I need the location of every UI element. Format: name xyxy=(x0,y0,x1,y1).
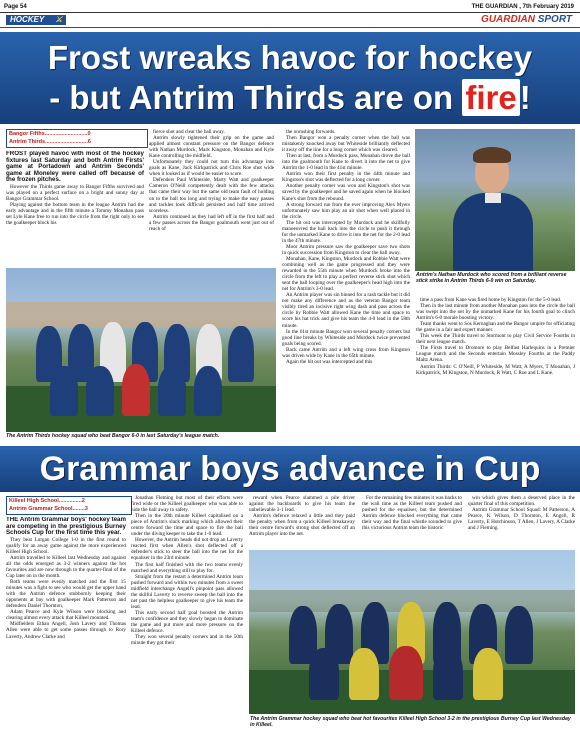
player-figure xyxy=(158,366,186,416)
player-figure xyxy=(433,648,463,700)
goalkeeper-figure xyxy=(389,646,423,700)
header-rule xyxy=(0,12,580,13)
player-shirt xyxy=(453,193,533,271)
story2-headline-band xyxy=(0,446,580,492)
goalkeeper-figure xyxy=(122,364,150,416)
player-hair xyxy=(473,147,511,163)
story2-headline: Grammar boys advance in Cup xyxy=(39,450,541,488)
story2-lead: THE Antrim Grammar boys' hockey team are competing in the prestigious Burney Schools Cup for the first time this year. xyxy=(6,517,126,537)
section-label-guardian-sport: GUARDIAN SPORT xyxy=(481,14,572,25)
inset-photo-caption: Antrim's Nathan Murdock who scored from a brilliant reverse stick strike in Antrim Thirds 6-0 win on Saturday. xyxy=(416,272,567,284)
story1-headline-band xyxy=(0,32,580,124)
score-line-killeel: Killeel High School...............2 xyxy=(9,498,85,504)
story2-scorebox xyxy=(6,496,132,515)
fire-word: fire xyxy=(462,79,519,116)
story1-headline-line2: - but Antrim Thirds are on fire! xyxy=(49,79,531,116)
story2-column-4: For the remaining few minutes it was backs to the wall time as the Killeel team pushed and pushed for the equaliser, but the determined Antrim defence blocked everything that came their way and the final whistle sounded to give this victorious Antrim team the historic xyxy=(362,495,462,532)
player-figure xyxy=(86,366,114,416)
player-figure xyxy=(228,326,254,382)
team-photo-caption: The Antrim Thirds hockey squad who beat Bangor 6-0 in last Saturday's league match. xyxy=(6,433,220,439)
player-collar xyxy=(485,193,501,203)
page-number: Page 54 xyxy=(4,4,27,10)
story1-headline-line1: Frost wreaks havoc for hockey xyxy=(47,39,533,76)
story1-column-1: FROST played havoc with most of the hockey fixtures last Saturday and both Antrim Firsts' game at Portadown and Antrim Seconds' game at Moneley were called off because of the frozen pitches. However the Thirds game away to Bangor Fifths survived and was played on a perfect surface on a bright and sunny day at Bangor Grammar School. Playing against the bottom team in the league Antrim had the early advantage and in the fifth minute a Tommy Monahan pass set Lyle Kane free to run into the circle from the right only to see the goalkeeper block his xyxy=(6,151,144,227)
story1-scorebox xyxy=(6,129,148,148)
story1-column-3: the onrushing forwards. Then Bangor won a penalty corner when the ball was mistakenly knocked away but Whiteside brilliantly deflected it away off the line for a long corner which was cleared. Then at last, from a Murdock pass, Monahan drove the ball into the goalmouth for Kane to divert it into the net to give Antrim the 1-0 lead in the 41st minute. Antrim won their first penalty in the 44th minute and Kingston's shot was deflected for a long corner. Another penalty corner was won and Kingston's shot was saved by the goalkeeper and he saved again when he blocked Kane's shot from the rebound. A strong forward run from the ever improving Alex Myers unfortunately saw him play an air shot when well placed in the circle. The hit out was intercepted by Murdock and he skillfully manoeuvred the ball back into the circle to push it through for the unmarked Kane to drive it into the net for the 2-0 lead in the 47th minute. Moor Antrim pressure saw the goalkeeper save two shots in quick succession from Kingston to clear the ball away. Monahan, Kane, Kingston, Murdock and Robbie Watt were combining well as the game progressed and they were rewarded in the 55th minute when Murdock broke into the circle from the left to play a perfect reverse stick shot which sent the ball looping over the goalkeeper's head high into the net for Antrim's 3-0 lead. An Antrim player was sin binned for a rash tackle but it did not make any difference and as the veteran Bangor team visibly tired an incisive right wing dash and pass across the circle by Robbie Watt allowed Kane the time and space to score his hat trick and give his team the 4-0 lead in the 58th minute. In the 61st minute Bangor won several penalty corners but good line breaks by Whiteside and Murdock twice prevented goals being scored. Back came Antrim and a left wing cross from Kingston was driven wide by Kane in the 65th minute. Again the hit out was intercepted and this xyxy=(282,129,410,365)
score-line-antrim-grammar: Antrim Grammar School........3 xyxy=(9,505,88,512)
header-rule-blue xyxy=(0,27,580,28)
score-line-bangor: Bangor Fifths............................0 xyxy=(9,131,91,137)
team-photo-antrim-grammar xyxy=(249,550,575,714)
player-figure xyxy=(473,648,503,700)
story1-column-2: fierce shot and clear the ball away. Antrim slowly tightened their grip on the game and applied almost constant pressure on the Bangor defence with Nathan Murdock, Mark Kingston, Monahan and Kyle Kane controlling the midfield. Unfortunately they could not turn this advantage into goals as Kane, Jack Kirkpatrick and Chris Roe shot wide when it looked as if would be easier to score. Defenders Paul Whiteside, Marty Watt and goalkeeper Cameron O'Neill competently dealt with the few attacks that came their way but the same old team fault of holding on to the ball too long and trying to make the easy passes and tackles look difficult persisted and half time arrived scoreless. Antrim continued as they had left off in the first half and a few passes across the Bangor goalmouth went just out of reach of xyxy=(149,129,274,232)
player-figure xyxy=(309,648,339,700)
story1-column-4: time a pass from Kane was fired home by Kingston for the 5-0 lead. Then in the last minute from another Monahan pass into the circle the ball was swept into the net by the unmarked Kane for his fourth goal to clinch Antrim's 6-0 morale boosting victory. Team thanks went to Sos Kernaghan and the Bangor umpire for officiating the game in a fair and expert manner. This week the Thirds travel to Stormont to play Civil Service Fourths in their next league match. The Firsts travel to Dromore to play Belfast Harlequins in a Premier League match and the Seconds entertain Mossley Fourths at the Paddy Maltz Arena. Antrim Thirds: C O'Neill, P Whiteside, M Watt, A Myers, T Monahan, J Kirkpatrick, M Kingston, N Murdock, R Watt, C Roe and L Kane. xyxy=(416,297,575,376)
grammar-photo-caption: The Antrim Grammar hockey squad who beat hot favourites Killeel High School 3-2 in the prestigious Burney Cup last Wednesday in Killeel. xyxy=(250,716,571,728)
story2-column-1: THE Antrim Grammar boys' hockey team are competing in the prestigious Burney Schools Cup for the first time this year. They beat Lurgan College 1-0 in the first round to qualify for an away game against the more experienced Killeel High School. Antrim travelled to Killeel last Wednesday and against all the odds emerged as 3-2 winners against the hot favourites and are now through to the quarter-final of the Cup later on in the month. Both teams were evenly matched and the first 15 minutes was a fight to see who would get the upper hand with the Antrim defence stubbornly keeping their opponents at bay with goalkeeper Mark Patterson and defenders Daniel Thornton, Adam Pearce and Kyle Wilson were blocking and clearing almost every attack that Killeel mounted. Midfielders Ethan Angell, Josh Lavery and Thomas Allen were able to get some passes through to Rory Laverty, Andrew Clarke and xyxy=(6,517,126,640)
team-photo-antrim-thirds xyxy=(6,268,276,432)
player-figure xyxy=(505,606,533,664)
inset-photo-murdock xyxy=(415,129,575,271)
player-figure xyxy=(194,366,222,416)
story1-lead: FROST played havoc with most of the hockey fixtures last Saturday and both Antrim Firsts' game at Portadown and Antrim Seconds' game at Moneley were called off because of the frozen pitches. xyxy=(6,151,144,184)
player-figure xyxy=(349,648,379,700)
publication-date: THE GUARDIAN , 7th February 2019 xyxy=(471,4,574,10)
player-figure xyxy=(50,366,78,416)
score-line-antrim-thirds: Antrim Thirds............................6 xyxy=(9,138,91,145)
crossed-hockey-sticks-icon: ⚔ xyxy=(55,15,63,24)
story2-column-3: reward when Pearce slammed a pile driver against the backboards to give his team the unbelievable 3-1 lead. Antrim's defence relaxed a little and they paid the penalty when from a quick Killeel breakaway their centre forward's strong shot deflected off an Antrim player into the net. xyxy=(249,495,355,538)
section-label-hockey: HOCKEY ⚔ xyxy=(6,15,66,25)
story2-column-2: Jonathan Fleming but most of their efforts were fired wide or the Killeel goalkeeper who was able to hide the ball away to safety. Then in the 20th minute Killeel capitalised on a piece of Antrim's slack marking which allowed their centre forward the time and space to fire the ball under the diving keeper to take the 1-0 lead. However, the Antrim heads did not drop an Laverty reacted first when Allen's shot deflected off a defender's stick to steer the ball into the net for the equaliser in the 23rd minute. The first half finished with the two teams evenly matched and everything still to play for. Straight from the restart a determined Antrim team pushed forward and within two minutes from a sweet midfield interchange Angell's pinpoint pass allowed the skilful Laverty to reverse sweep the ball into the net past the helpless goalkeeper to give his team the lead. This early second half goal boosted the Antrim team's confidence and they slowly began to dominate the game and put more and more pressure on the Killeel defence. They won several penalty corners and in the 50th minute they got their xyxy=(131,495,243,647)
story2-column-5: win which gives them a deserved place in the quarter final of this competition. Antrim Grammar School Squad: M Patterson, A Pearce, K Wilson, D Thornton, E Angell, R Laverty, E Hutchinson, T Allen, J Lavery, A Clarke and J Fleming. xyxy=(468,495,575,532)
